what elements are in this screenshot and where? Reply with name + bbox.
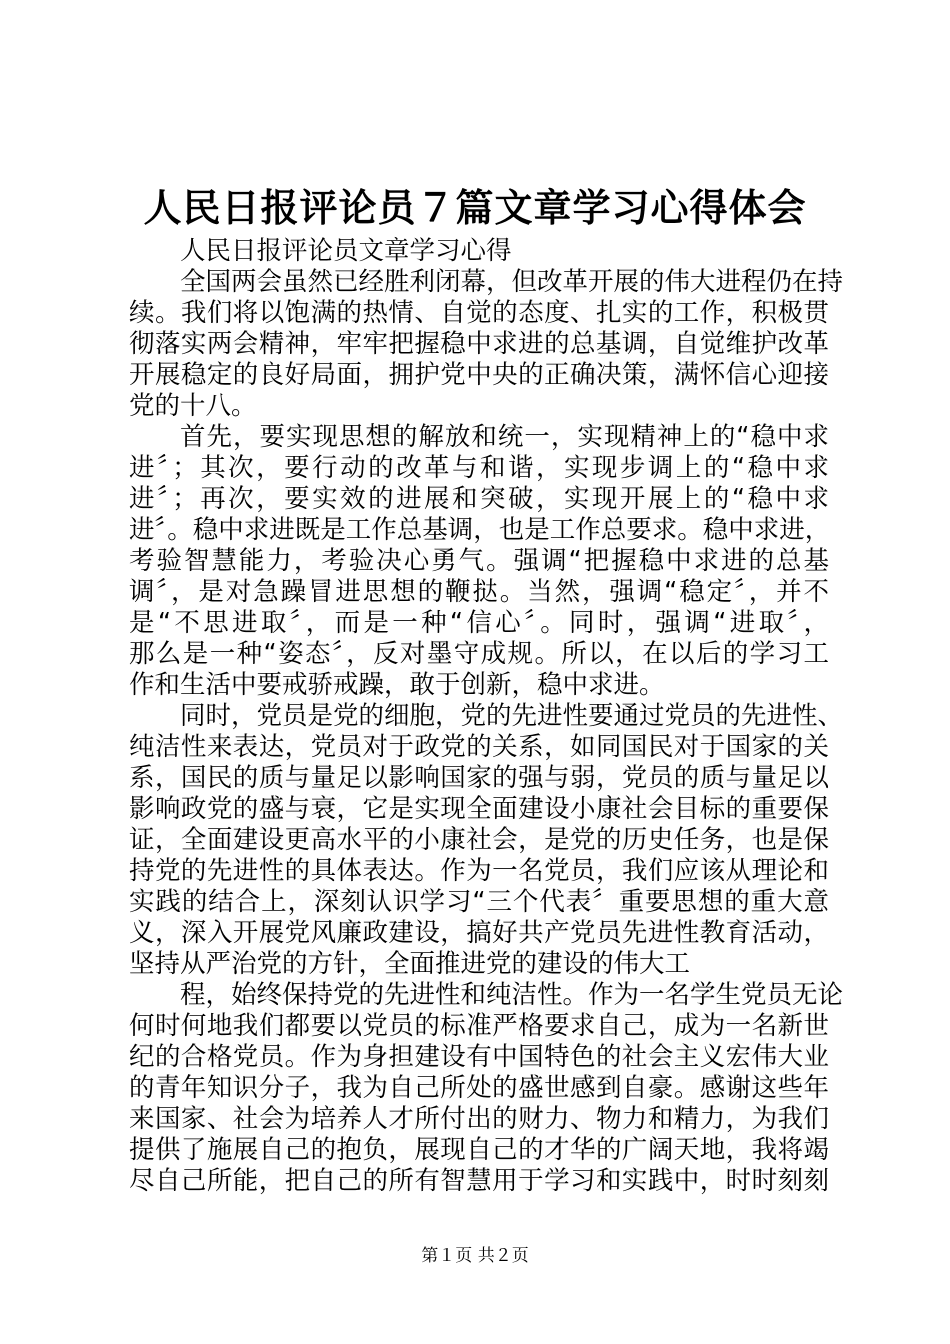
text-line: 尽自己所能，把自己的所有智慧用于学习和实践中，时时刻刻 — [129, 1166, 829, 1196]
text-line: 那么是一种“姿态〞，反对墨守成规。所以，在以后的学习工 — [129, 639, 829, 669]
text-line: 坚持从严治党的方针，全面推进党的建设的伟大工 — [129, 949, 691, 979]
text-line: 开展稳定的良好局面，拥护党中央的正确决策，满怀信心迎接 — [129, 360, 829, 390]
text-line: 实践的结合上，深刻认识学习“三个代表〞重要思想的重大意 — [129, 887, 829, 917]
text-line: 考验智慧能力，考验决心勇气。强调“把握稳中求进的总基 — [129, 546, 829, 576]
text-line: 人民日报评论员文章学习心得 — [180, 236, 512, 266]
text-line: 程，始终保持党的先进性和纯洁性。作为一名学生党员无论 — [180, 980, 844, 1010]
text-line: 影响政党的盛与衰，它是实现全面建设小康社会目标的重要保 — [129, 794, 829, 824]
document-title: 人民日报评论员７篇文章学习心得体会 — [143, 185, 807, 230]
text-line: 调〞，是对急躁冒进思想的鞭挞。当然，强调“稳定〞，并不 — [129, 577, 829, 607]
text-line: 的青年知识分子，我为自己所处的盛世感到自豪。感谢这些年 — [129, 1073, 829, 1103]
text-line: 进〞；再次，要实效的进展和突破，实现开展上的“稳中求 — [129, 484, 829, 514]
page-footer: 第１页 共２页 — [421, 1246, 529, 1266]
text-line: 彻落实两会精神，牢牢把握稳中求进的总基调，自觉维护改革 — [129, 329, 829, 359]
text-line: 持党的先进性的具体表达。作为一名党员，我们应该从理论和 — [129, 856, 829, 886]
text-line: 首先，要实现思想的解放和统一，实现精神上的“稳中求 — [180, 422, 829, 452]
text-line: 全国两会虽然已经胜利闭幕，但改革开展的伟大进程仍在持 — [180, 267, 844, 297]
text-line: 纪的合格党员。作为身担建设有中国特色的社会主义宏伟大业 — [129, 1042, 829, 1072]
text-line: 续。我们将以饱满的热情、自觉的态度、扎实的工作，积极贯 — [129, 298, 829, 328]
text-line: 纯洁性来表达，党员对于政党的关系，如同国民对于国家的关 — [129, 732, 829, 762]
text-line: 作和生活中要戒骄戒躁，敢于创新，稳中求进。 — [129, 670, 665, 700]
text-line: 来国家、社会为培养人才所付出的财力、物力和精力，为我们 — [129, 1104, 829, 1134]
text-line: 义，深入开展党风廉政建设，搞好共产党员先进性教育活动， — [129, 918, 829, 948]
text-line: 是“不思进取〞，而是一种“信心〞。同时，强调“进取〞， — [129, 608, 829, 638]
text-line: 党的十八。 — [129, 391, 257, 421]
text-line: 系，国民的质与量足以影响国家的强与弱，党员的质与量足以 — [129, 763, 829, 793]
text-line: 进〞。稳中求进既是工作总基调，也是工作总要求。稳中求进， — [129, 515, 831, 545]
text-line: 提供了施展自己的抱负，展现自己的才华的广阔天地，我将竭 — [129, 1135, 829, 1165]
text-line: 同时，党员是党的细胞，党的先进性要通过党员的先进性、 — [180, 701, 844, 731]
document-body — [129, 236, 844, 1197]
text-line: 何时何地我们都要以党员的标准严格要求自己，成为一名新世 — [129, 1011, 829, 1041]
text-line: 证，全面建设更高水平的小康社会，是党的历史任务，也是保 — [129, 825, 829, 855]
text-line: 进〞；其次，要行动的改革与和谐，实现步调上的“稳中求 — [129, 453, 829, 483]
